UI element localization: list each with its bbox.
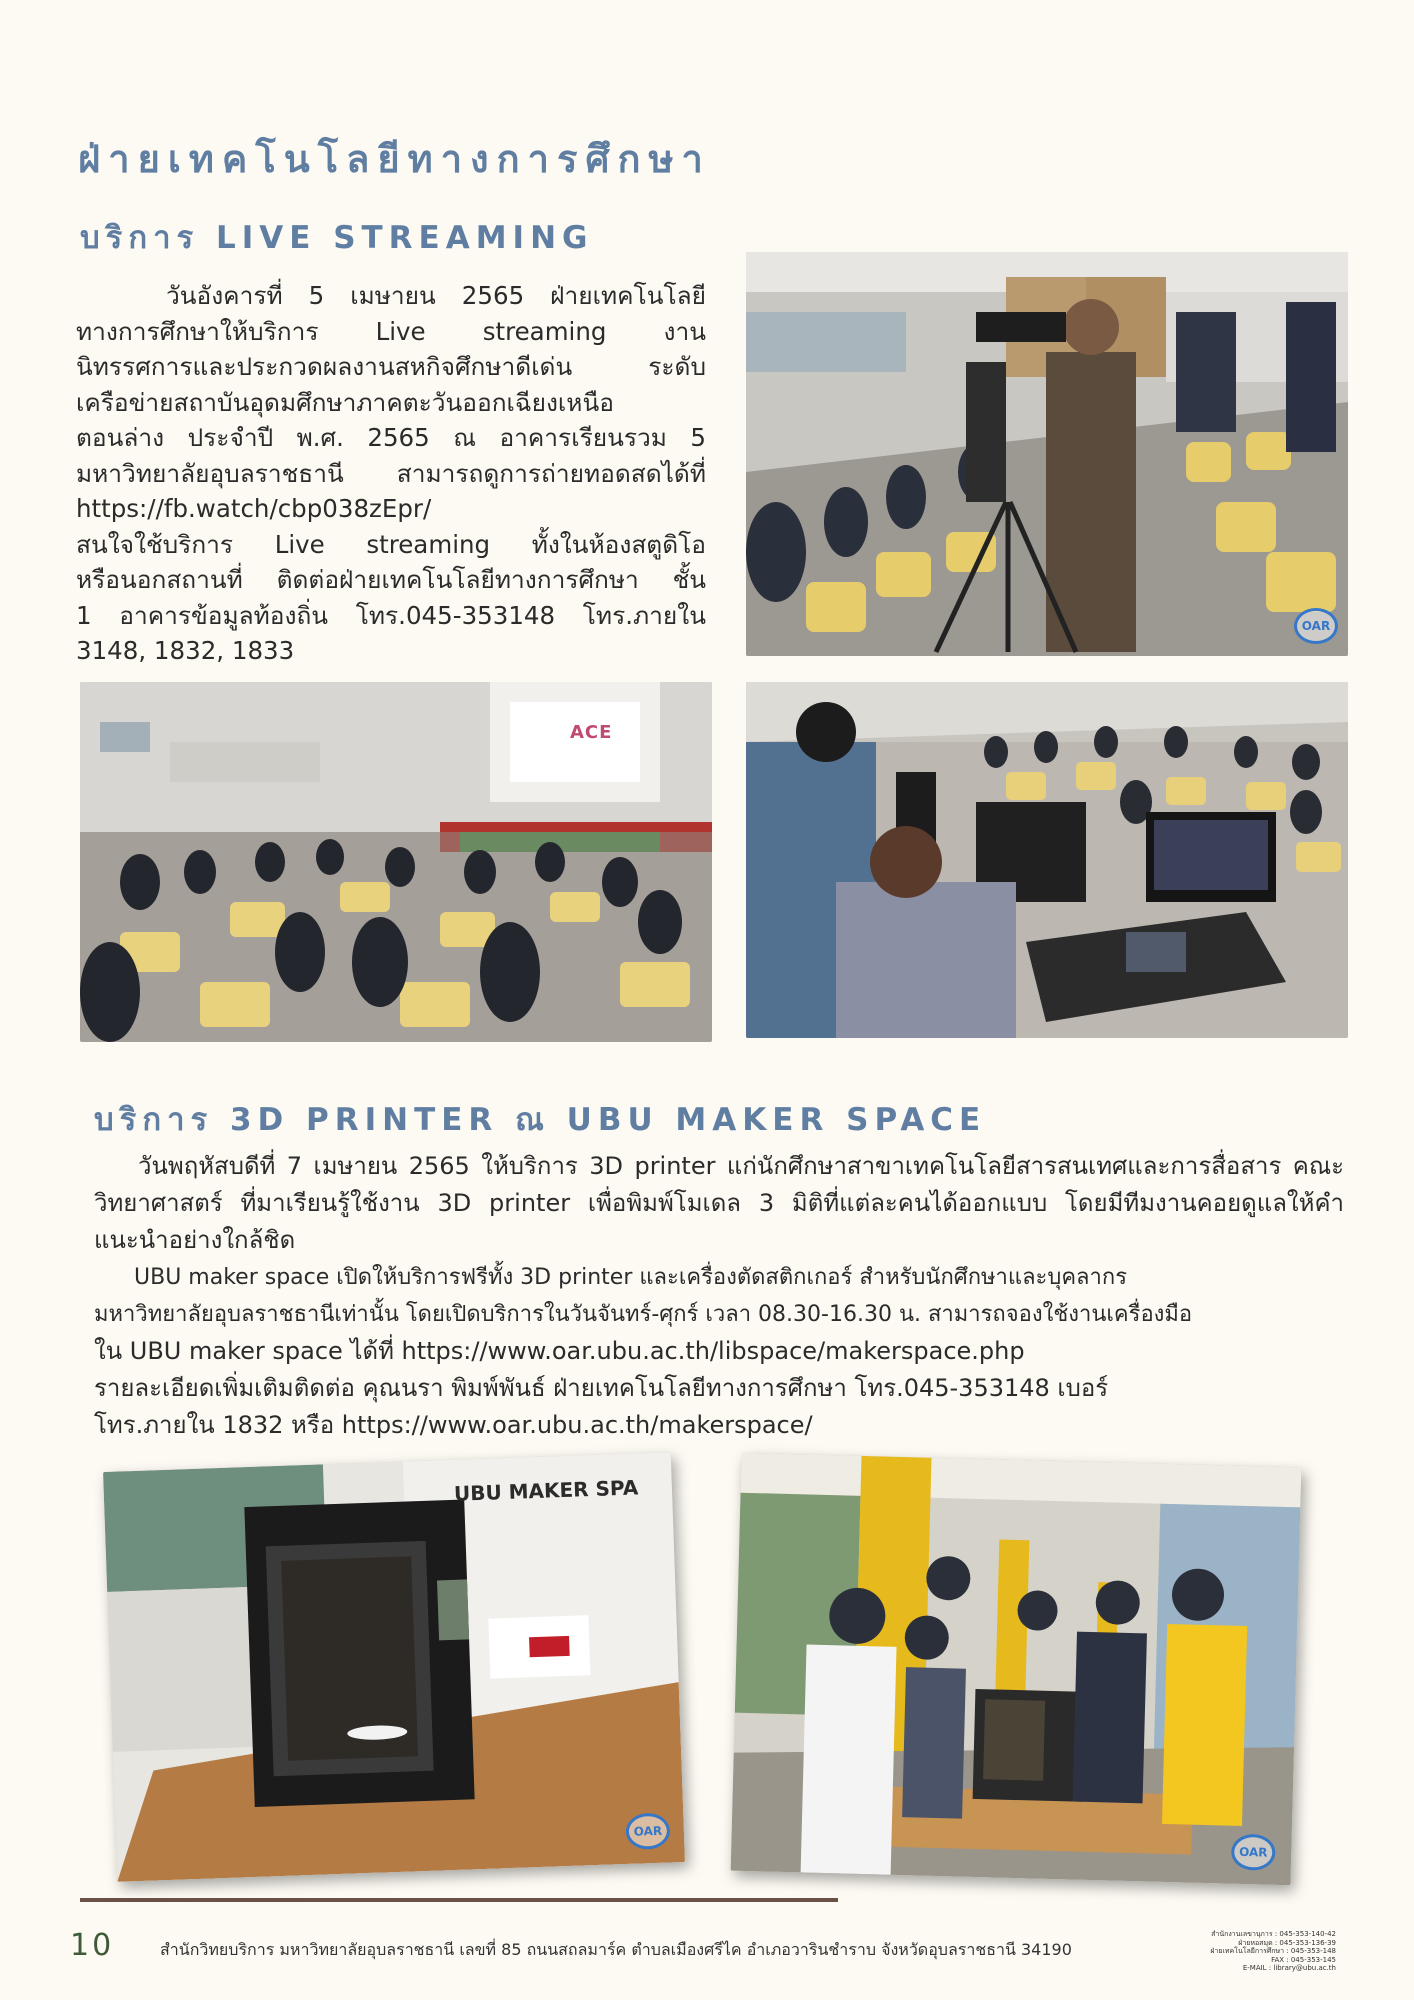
footer-contacts (1176, 1930, 1336, 1973)
text-line: เครือข่ายสถาบันอุดมศึกษาภาคตะวันออกเฉียงเหนือ (76, 387, 614, 417)
text-line: ทางการศึกษาให้บริการ Live streaming งาน (76, 316, 706, 346)
printer-section-title: บริการ 3D PRINTER ณ UBU MAKER SPACE (94, 1102, 987, 1138)
text-line: มหาวิทยาลัยอุบลราชธานี สามารถดูการถ่ายทอดสดได้ที่ (76, 458, 706, 488)
printer-paragraph-2-line-1: UBU maker space เปิดให้บริการฟรีทั้ง 3D printer และเครื่องตัดสติกเกอร์ สำหรับนักศึกษาและบุคลากร (134, 1265, 1128, 1290)
screen-logo: ACE (570, 722, 613, 743)
footer-address: สำนักวิทยบริการ มหาวิทยาลัยอุบลราชธานี เลขที่ 85 ถนนสถลมาร์ค ตำบลเมืองศรีไค อำเภอวารินชำราบ จังหวัดอุบลราชธานี 34190 (160, 1940, 1072, 1959)
text-line: 1 อาคารข้อมูลท้องถิ่น โทร.045-353148 โทร.ภายใน (76, 600, 706, 630)
oar-logo-icon: OAR (1231, 1834, 1276, 1871)
fb-watch-link[interactable]: https://fb.watch/cbp038zEpr/ (76, 494, 432, 523)
printer-paragraph-1: วันพฤหัสบดีที่ 7 เมษายน 2565 ให้บริการ 3D printer แก่นักศึกษาสาขาเทคโนโลยีสารสนเทศและการสื่อสาร คณะวิทยาศาสตร์ ที่มาเรียนรู้ใช้งาน 3D printer เพื่อพิมพ์โมเดล 3 มิติที่แต่ละคนได้ออกแบบ โดยมีทีมงานคอยดูแลให้คำแนะนำอย่างใกล้ชิด (94, 1152, 1344, 1254)
photo-control-desk (746, 682, 1348, 1038)
text-line: 3148, 1832, 1833 (76, 636, 295, 665)
page-number: 10 (70, 1928, 115, 1963)
makerspace-link-line[interactable]: ใน UBU maker space ได้ที่ https://www.oar.ubu.ac.th/libspace/makerspace.php (94, 1337, 1025, 1365)
photo-audience-hall (80, 682, 712, 1042)
printer-paragraph-2-line-2: มหาวิทยาลัยอุบลราชธานีเท่านั้น โดยเปิดบริการในวันจันทร์-ศุกร์ เวลา 08.30-16.30 น. สามารถจองใช้งานเครื่องมือ (94, 1302, 1193, 1327)
text-line: ตอนล่าง ประจำปี พ.ศ. 2565 ณ อาคารเรียนรวม 5 (76, 423, 706, 452)
live-streaming-title: บริการ LIVE STREAMING (80, 220, 594, 256)
live-streaming-text (76, 278, 706, 669)
photo-3d-printer (103, 1452, 685, 1882)
oar-logo-icon: OAR (1294, 608, 1338, 644)
contact-line: ฝ่ายเทคโนโลยีการศึกษา : 045-353-148 (1210, 1947, 1336, 1956)
department-title: ฝ่ายเทคโนโลยีทางการศึกษา (78, 137, 711, 181)
photo-camera-operator (746, 252, 1348, 656)
printer-paragraph-3-line-1: รายละเอียดเพิ่มเติมติดต่อ คุณนรา พิมพ์พันธ์ ฝ่ายเทคโนโลยีทางการศึกษา โทร.045-353148 เบอร์ (94, 1374, 1109, 1402)
makerspace-contact-link-line[interactable]: โทร.ภายใน 1832 หรือ https://www.oar.ubu.ac.th/makerspace/ (94, 1411, 813, 1439)
text-line: นิทรรศการและประกวดผลงานสหกิจศึกษาดีเด่น ระดับ (76, 352, 706, 381)
text-line: วันอังคารที่ 5 เมษายน 2565 ฝ่ายเทคโนโลยี (166, 281, 706, 310)
contact-line: FAX : 045-353-145 (1271, 1955, 1336, 1964)
text-line: หรือนอกสถานที่ ติดต่อฝ่ายเทคโนโลยีทางการศึกษา ชั้น (76, 565, 706, 594)
wall-sign: UBU MAKER SPA (453, 1475, 639, 1506)
footer-divider (80, 1898, 838, 1902)
printer-text (94, 1148, 1344, 1444)
oar-logo-icon: OAR (625, 1812, 670, 1850)
contact-email[interactable]: E-MAIL : library@ubu.ac.th (1242, 1964, 1336, 1973)
photo-students-makerspace (731, 1453, 1302, 1886)
contact-line: สำนักงานเลขานุการ : 045-353-140-42 (1211, 1930, 1336, 1938)
text-line: สนใจใช้บริการ Live streaming ทั้งในห้องสตูดิโอ (76, 529, 706, 559)
contact-line: ฝ่ายหอสมุด : 045-353-136-39 (1238, 1938, 1336, 1947)
